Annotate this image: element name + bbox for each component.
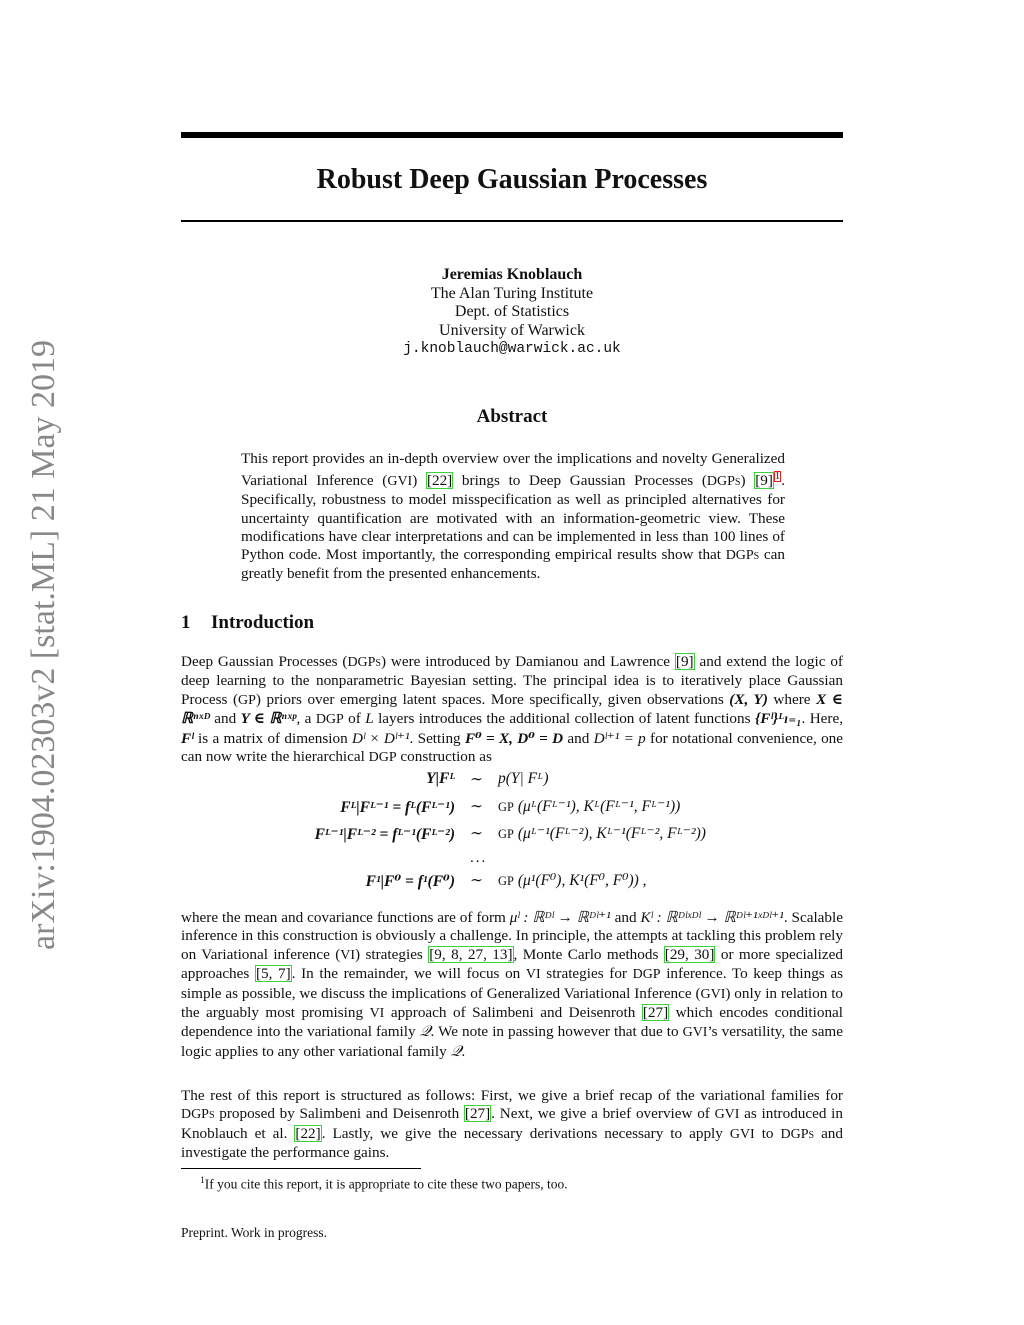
math-inline: Y ∈ ℝⁿˣᵖ — [240, 710, 297, 728]
text-run: . Here, — [801, 710, 844, 728]
citation-link[interactable]: [9] — [675, 653, 694, 670]
text-run: brings to Deep Gaussian Processes ( — [453, 472, 707, 490]
text-run: inference. To keep things as simple as possible, we discuss the implications of Generalized Variational Inference ( — [181, 965, 844, 1002]
acronym: VI — [340, 947, 356, 963]
citation-link[interactable]: [9, 8, 27, 13] — [429, 945, 513, 963]
equation-rhs: (μᴸ⁻¹(Fᴸ⁻²), Kᴸ⁻¹(Fᴸ⁻², Fᴸ⁻²)) — [517, 825, 706, 842]
acronym: VI — [369, 1006, 385, 1022]
intro-paragraph-1 — [181, 653, 843, 767]
text-run: . Next, we give a brief overview of — [491, 1105, 715, 1123]
acronym: VI — [525, 967, 541, 983]
text-run: , a — [296, 710, 316, 728]
text-run: can greatly benefit from the presented enhancements. — [241, 546, 785, 583]
equation-lhs: Fᴸ⁻¹|Fᴸ⁻² = fᴸ⁻¹(Fᴸ⁻²) — [314, 826, 455, 843]
acronym: DGPs — [706, 474, 741, 490]
math-inline: 𝒬 — [419, 1023, 431, 1041]
math-inline: F⁰ = X, D⁰ = D — [464, 729, 564, 747]
acronym: GVI — [700, 986, 726, 1002]
equation-row — [230, 871, 800, 895]
text-run: . Scalable inference in this construction is obviously a challenge. In principle, the attempts at tackling this problem rely on Variational inference ( — [181, 909, 843, 963]
math-inline: Kˡ : ℝᴰˡˣᴰˡ → ℝᴰˡ⁺¹ˣᴰˡ⁺¹ — [640, 909, 784, 926]
equation-ellipsis: ... — [470, 850, 488, 866]
gp-operator: GP — [498, 827, 514, 841]
acronym: DGPs — [725, 548, 760, 564]
citation-link[interactable]: [27] — [642, 1004, 669, 1022]
text-run: ) — [740, 472, 746, 490]
text-run: This report provides an in-depth overview over the implications and novelty Generalized Variational Inference ( — [241, 450, 785, 490]
equation-relation: ∼ — [470, 872, 483, 889]
author-block — [181, 266, 843, 359]
math-inline: 𝒬 — [450, 1042, 462, 1060]
paper-title: Robust Deep Gaussian Processes — [316, 164, 708, 195]
equation-lhs: Y|Fᴸ — [426, 770, 455, 787]
math-inline: Dˡ × Dˡ⁺¹ — [352, 729, 410, 747]
text-run: ) strategies — [355, 945, 429, 963]
text-run: ) were introduced by Damianou and Lawrence — [380, 653, 675, 670]
acronym: GVI — [729, 1126, 755, 1142]
equation-rhs-wrap — [498, 871, 647, 890]
equation-rhs: (μ¹(F⁰), K¹(F⁰, F⁰)) , — [517, 872, 647, 889]
text-run: . We note in passing however that due to — [430, 1023, 683, 1041]
text-run: where — [767, 690, 817, 708]
equation-lhs: Fᴸ|Fᴸ⁻¹ = fᴸ(Fᴸ⁻¹) — [340, 799, 455, 816]
text-run: and extend the logic of deep learning to the nonparametric Bayesian setting. The principal idea is to iteratively place Gaussian Process ( — [181, 653, 843, 708]
text-run: . In the remainder, we will focus on — [291, 965, 526, 983]
math-inline: Dˡ⁺¹ = p — [593, 729, 646, 747]
text-run: approach of Salimbeni and Deisenroth — [384, 1004, 642, 1022]
title-top-rule — [181, 132, 843, 138]
text-run: . — [461, 1042, 466, 1060]
acronym: DGP — [632, 967, 661, 983]
text-run: and — [610, 909, 641, 926]
acronym: DGPs — [181, 1107, 215, 1123]
footnote-link[interactable]: 1 — [774, 471, 781, 483]
text-run: construction as — [396, 748, 492, 766]
acronym: DGPs — [780, 1126, 815, 1142]
equation-relation: ∼ — [470, 771, 483, 788]
affiliation-line: The Alan Turing Institute — [430, 284, 594, 302]
text-run: ) only in relation to the arguably most promising — [181, 984, 844, 1022]
text-run: Deep Gaussian Processes ( — [181, 653, 348, 670]
text-run: of — [343, 710, 366, 728]
math-inline: {Fˡ}ᴸₗ₌₁ — [754, 710, 802, 728]
citation-link[interactable]: [22] — [426, 472, 453, 490]
text-run: and — [563, 729, 594, 747]
text-run: as introduced in Knoblauch et al. — [181, 1105, 843, 1142]
equation-rhs-wrap — [498, 797, 680, 816]
text-run: ’s versatility, the same logic applies to any other variational family — [181, 1023, 843, 1060]
acronym: GVI — [714, 1107, 740, 1123]
text-run: . Setting — [409, 729, 465, 747]
title-bottom-rule — [181, 220, 843, 222]
acronym: DGPs — [347, 655, 381, 670]
text-run: and investigate the performance gains. — [181, 1124, 843, 1162]
text-run: , Monte Carlo methods — [513, 945, 664, 963]
text-run: layers introduces the additional collection of latent functions — [373, 710, 755, 728]
arxiv-stamp: arXiv:1904.02303v2 [stat.ML] 21 May 2019 — [25, 339, 62, 951]
math-inline: L — [365, 710, 374, 728]
citation-link[interactable]: [22] — [295, 1124, 321, 1142]
text-run: where the mean and covariance functions are of form — [181, 909, 510, 926]
math-inline: X ∈ ℝⁿˣᴰ — [181, 690, 843, 728]
author-email[interactable]: j.knoblauch@warwick.ac.uk — [403, 341, 621, 357]
text-run: ) priors over emerging latent spaces. More specifically, given observations — [255, 690, 730, 708]
text-run: to — [754, 1124, 781, 1142]
intro-paragraph-2 — [181, 909, 843, 1061]
gp-operator: GP — [498, 874, 514, 888]
gp-operator: GP — [498, 800, 514, 814]
equation-rhs: p(Y| Fᴸ) — [498, 770, 549, 787]
footnote-text: If you cite this report, it is appropriate to cite these two papers, too. — [204, 1176, 568, 1192]
abstract-text — [241, 450, 785, 583]
text-run: for notational convenience, one can now write the hierarchical — [181, 729, 844, 766]
math-inline: (X, Y) — [729, 690, 768, 708]
intro-paragraph-3 — [181, 1087, 843, 1163]
equation-row — [230, 797, 800, 821]
section-number: 1 — [181, 612, 191, 633]
citation-link[interactable]: [27] — [464, 1105, 491, 1123]
equation-rhs: (μᴸ(Fᴸ⁻¹), Kᴸ(Fᴸ⁻¹, Fᴸ⁻¹)) — [517, 798, 681, 815]
footnote-mark: 1 — [200, 1176, 205, 1186]
equation-row — [230, 824, 800, 848]
citation-link[interactable]: [9] — [755, 472, 773, 490]
math-inline: Fˡ — [181, 729, 194, 747]
text-run: . Lastly, we give the necessary derivations necessary to apply — [321, 1124, 730, 1142]
hierarchical-equations — [230, 770, 800, 895]
equation-rhs-wrap — [498, 824, 706, 843]
footnote — [200, 1176, 568, 1193]
section-title: Introduction — [211, 612, 315, 633]
equation-row — [230, 770, 800, 794]
text-run: . Specifically, robustness to model misspecification as well as principled alternatives for uncertainty quantification are motivated with an information-geometric view. These modifications have clear interpretations and can be implemented in less than 100 lines of Python code. Most importantly, the corresponding empirical results show that — [241, 472, 786, 564]
text-run: The rest of this report is structured as follows: First, we give a brief recap of the variational families for — [181, 1087, 843, 1104]
equation-relation: ∼ — [470, 825, 483, 842]
acronym: GVI — [682, 1025, 708, 1041]
affiliation-line: University of Warwick — [439, 321, 585, 339]
text-run: ) — [412, 472, 426, 490]
text-run: or more specialized approaches — [181, 945, 843, 983]
author-name: Jeremias Knoblauch — [441, 266, 583, 283]
citation-link[interactable]: [29, 30] — [664, 945, 715, 963]
preprint-note: Preprint. Work in progress. — [181, 1225, 328, 1240]
text-run: is a matrix of dimension — [193, 729, 352, 747]
text-run: and — [209, 710, 241, 728]
text-run: proposed by Salimbeni and Deisenroth — [214, 1105, 464, 1123]
acronym: GP — [238, 692, 256, 708]
acronym: DGP — [368, 750, 397, 766]
equation-lhs: F¹|F⁰ = f¹(F⁰) — [365, 873, 455, 890]
citation-link[interactable]: [5, 7] — [255, 965, 291, 983]
footnote-rule — [181, 1168, 421, 1169]
acronym: DGP — [315, 712, 344, 728]
section-heading — [181, 612, 314, 634]
abstract-heading: Abstract — [476, 406, 548, 427]
text-run: which encodes conditional dependence into the variational family — [181, 1004, 844, 1041]
affiliation-line: Dept. of Statistics — [454, 303, 570, 320]
equation-relation: ∼ — [470, 798, 483, 815]
acronym: GVI — [387, 474, 413, 490]
math-inline: μˡ : ℝᴰˡ → ℝᴰˡ⁺¹ — [509, 909, 611, 926]
text-run: strategies for — [540, 965, 633, 983]
